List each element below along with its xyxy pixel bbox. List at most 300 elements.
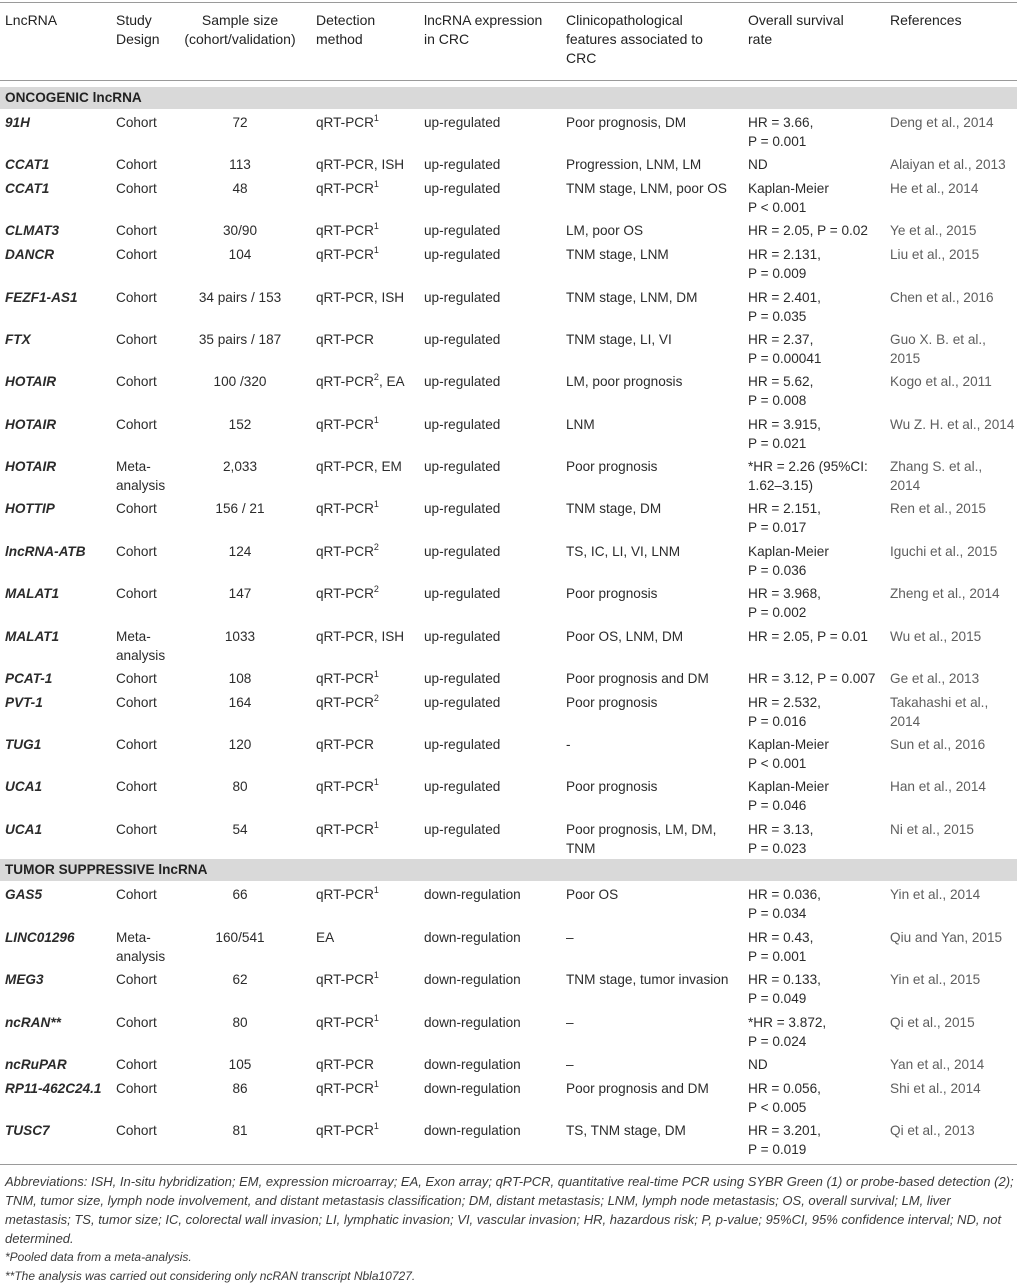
sample-size: 54 (232, 822, 248, 837)
lncrna-name: HOTAIR (5, 417, 57, 432)
method-superscript: 1 (373, 415, 379, 425)
header-sample-size: Sample size (cohort/validation) (184, 12, 296, 47)
os-line-1: HR = 0.056, (748, 1081, 821, 1096)
os-line-2: P < 0.001 (748, 756, 807, 771)
detection-method (316, 1121, 379, 1140)
os-line-2: P = 0.019 (748, 1142, 807, 1157)
clinicopathological-features: Poor prognosis, LM, DM, TNM (566, 822, 717, 856)
method-superscript: 1 (373, 777, 379, 787)
study-design: Cohort (116, 1015, 157, 1030)
method-text: qRT-PCR (316, 332, 374, 347)
study-design: Cohort (116, 671, 157, 686)
method-text: qRT-PCR (316, 737, 374, 752)
sample-size: 72 (232, 115, 248, 130)
study-design: Cohort (116, 223, 157, 238)
clinicopathological-features: – (566, 1015, 574, 1030)
reference: Zhang S. et al., 2014 (890, 459, 983, 493)
reference: Guo X. B. et al., 2015 (890, 332, 986, 366)
method-text: qRT-PCR (316, 671, 374, 686)
lncrna-expression: up-regulated (424, 332, 501, 347)
os-line-1: HR = 5.62, (748, 374, 814, 389)
lncrna-name: FEZF1-AS1 (5, 290, 78, 305)
lncrna-expression: down-regulation (424, 1057, 521, 1072)
sample-size: 160/541 (215, 930, 265, 945)
lncrna-name: CCAT1 (5, 157, 50, 172)
sample-size: 35 pairs / 187 (198, 332, 282, 347)
os-line-2: P = 0.017 (748, 520, 807, 535)
sample-size: 1033 (224, 629, 256, 644)
study-design: Cohort (116, 501, 157, 516)
lncrna-name: HOTAIR (5, 374, 57, 389)
os-line-1: *HR = 2.26 (95%CI: (748, 459, 868, 474)
footnote-pooled: *Pooled data from a meta-analysis. (5, 1250, 192, 1264)
detection-method (316, 457, 402, 476)
detection-method (316, 372, 405, 391)
reference: Yin et al., 2014 (890, 887, 981, 902)
table-bottom-rule (0, 1164, 1017, 1165)
study-design: Cohort (116, 972, 157, 987)
method-text: qRT-PCR (316, 115, 374, 130)
reference: Chen et al., 2016 (890, 290, 994, 305)
lncrna-name: MEG3 (5, 972, 44, 987)
study-design: Cohort (116, 332, 157, 347)
lncrna-name: PVT-1 (5, 695, 43, 710)
lncrna-name: PCAT-1 (5, 671, 53, 686)
detection-method (316, 288, 404, 307)
clinicopathological-features: Poor prognosis and DM (566, 671, 709, 686)
os-line-1: HR = 3.13, (748, 822, 814, 837)
overall-survival (748, 970, 888, 1008)
clinicopathological-features: LNM (566, 417, 595, 432)
overall-survival (748, 777, 888, 815)
lncrna-expression: up-regulated (424, 157, 501, 172)
sample-size: 124 (228, 544, 252, 559)
clinicopathological-features: LM, poor prognosis (566, 374, 683, 389)
study-design: Cohort (116, 1057, 157, 1072)
method-text: qRT-PCR (316, 374, 374, 389)
overall-survival (748, 1079, 888, 1117)
study-design: Cohort (116, 374, 157, 389)
study-design: Cohort (116, 157, 157, 172)
lncrna-expression: up-regulated (424, 501, 501, 516)
clinicopathological-features: TNM stage, LI, VI (566, 332, 672, 347)
clinicopathological-features: TNM stage, LNM, DM (566, 290, 698, 305)
clinicopathological-features: TNM stage, DM (566, 501, 662, 516)
lncrna-name: CCAT1 (5, 181, 50, 196)
os-line-2: P = 0.036 (748, 563, 807, 578)
method-text: qRT-PCR, ISH (316, 629, 405, 644)
study-design: Meta-analysis (116, 930, 166, 964)
detection-method (316, 1013, 379, 1032)
reference: Qiu and Yan, 2015 (890, 930, 1003, 945)
lncrna-expression: down-regulation (424, 1081, 521, 1096)
study-design: Meta-analysis (116, 629, 166, 663)
method-text: qRT-PCR (316, 1081, 374, 1096)
study-design: Cohort (116, 586, 157, 601)
overall-survival (748, 457, 888, 495)
os-line-2: P = 0.016 (748, 714, 807, 729)
detection-method (316, 221, 379, 240)
lncrna-expression: up-regulated (424, 544, 501, 559)
lncrna-expression: up-regulated (424, 779, 501, 794)
sample-size: 108 (228, 671, 252, 686)
sample-size: 113 (229, 157, 251, 172)
overall-survival (748, 1013, 888, 1051)
clinicopathological-features: LM, poor OS (566, 223, 644, 238)
lncrna-name: GAS5 (5, 887, 43, 902)
os-line-2: P = 0.023 (748, 841, 807, 856)
section-title: TUMOR SUPPRESSIVE lncRNA (5, 862, 208, 877)
os-line-1: Kaplan-Meier (748, 544, 829, 559)
method-superscript: 1 (373, 885, 379, 895)
lncrna-expression: up-regulated (424, 737, 501, 752)
study-design: Cohort (116, 887, 157, 902)
overall-survival (748, 415, 888, 453)
method-text: qRT-PCR (316, 695, 374, 710)
os-line-2: 1.62–3.15) (748, 478, 814, 493)
os-line-1: HR = 0.036, (748, 887, 821, 902)
method-superscript: 1 (373, 1079, 379, 1089)
detection-method (316, 499, 379, 518)
clinicopathological-features: – (566, 1057, 574, 1072)
method-text: qRT-PCR (316, 1123, 374, 1138)
sample-size: 152 (228, 417, 252, 432)
overall-survival (748, 372, 888, 410)
os-line-1: HR = 3.12, P = 0.007 (748, 671, 876, 686)
os-line-1: HR = 3.915, (748, 417, 821, 432)
method-text: EA (316, 930, 335, 945)
sample-size: 2,033 (222, 459, 258, 474)
sample-size: 156 / 21 (215, 501, 265, 516)
header-overall-survival: Overall survival rate (748, 12, 844, 47)
method-text: qRT-PCR (316, 181, 374, 196)
sample-size: 104 (228, 247, 252, 262)
lncrna-expression: up-regulated (424, 290, 501, 305)
os-line-1: HR = 2.37, (748, 332, 814, 347)
table-header (0, 0, 1017, 78)
os-line-1: HR = 3.66, (748, 115, 814, 130)
overall-survival (748, 179, 888, 217)
study-design: Cohort (116, 1081, 157, 1096)
os-line-1: Kaplan-Meier (748, 779, 829, 794)
sample-size: 34 pairs / 153 (198, 290, 282, 305)
lncrna-name: HOTTIP (5, 501, 55, 516)
lncrna-name: RP11-462C24.1 (5, 1081, 102, 1096)
sample-size: 120 (228, 737, 252, 752)
method-text: qRT-PCR (316, 417, 374, 432)
os-line-1: HR = 2.05, P = 0.01 (748, 629, 868, 644)
detection-method (316, 415, 379, 434)
lncrna-name: FTX (5, 332, 31, 347)
method-text: qRT-PCR (316, 887, 374, 902)
lncrna-expression: down-regulation (424, 1015, 521, 1030)
lncrna-name: TUG1 (5, 737, 42, 752)
method-superscript: 1 (373, 970, 379, 980)
os-line-1: HR = 2.401, (748, 290, 821, 305)
study-design: Cohort (116, 417, 157, 432)
method-superscript: 1 (373, 221, 379, 231)
detection-method (316, 584, 379, 603)
lncrna-name: HOTAIR (5, 459, 57, 474)
study-design: Cohort (116, 695, 157, 710)
reference: Ren et al., 2015 (890, 501, 986, 516)
clinicopathological-features: Progression, LNM, LM (566, 157, 702, 172)
detection-method (316, 1055, 374, 1074)
method-text: qRT-PCR (316, 501, 374, 516)
study-design: Cohort (116, 822, 157, 837)
os-line-2: P = 0.001 (748, 134, 807, 149)
os-line-2: P = 0.035 (748, 309, 807, 324)
os-line-1: HR = 2.05, P = 0.02 (748, 223, 868, 238)
lncrna-expression: up-regulated (424, 181, 501, 196)
method-text: qRT-PCR (316, 223, 374, 238)
detection-method (316, 1079, 379, 1098)
clinicopathological-features: Poor OS (566, 887, 619, 902)
sample-size: 62 (232, 972, 248, 987)
os-line-1: Kaplan-Meier (748, 181, 829, 196)
os-line-1: *HR = 3.872, (748, 1015, 827, 1030)
lncrna-name: lncRNA-ATB (5, 544, 86, 559)
method-superscript: 1 (373, 245, 379, 255)
detection-method (316, 542, 379, 561)
reference: Qi et al., 2015 (890, 1015, 975, 1030)
clinicopathological-features: Poor prognosis (566, 695, 658, 710)
overall-survival (748, 627, 888, 646)
reference: Kogo et al., 2011 (890, 374, 992, 389)
header-references: References (890, 12, 962, 28)
detection-method (316, 245, 379, 264)
header-clinicopathological: Clinicopathological features associated to CRC (566, 12, 703, 66)
reference: He et al., 2014 (890, 181, 979, 196)
method-text: qRT-PCR, ISH (316, 157, 405, 172)
os-line-1: Kaplan-Meier (748, 737, 829, 752)
method-superscript: 1 (373, 820, 379, 830)
method-text: qRT-PCR (316, 247, 374, 262)
sample-size: 100 /320 (213, 374, 267, 389)
method-superscript: 2 (373, 542, 379, 552)
method-superscript: 1 (373, 113, 379, 123)
overall-survival (748, 735, 888, 773)
os-line-1: HR = 2.151, (748, 501, 821, 516)
detection-method (316, 155, 404, 174)
reference: Yan et al., 2014 (890, 1057, 985, 1072)
detection-method (316, 820, 379, 839)
detection-method (316, 330, 374, 349)
lncrna-expression: up-regulated (424, 247, 501, 262)
lncrna-name: UCA1 (5, 822, 43, 837)
reference: Liu et al., 2015 (890, 247, 980, 262)
sample-size: 86 (232, 1081, 248, 1096)
os-line-1: HR = 3.201, (748, 1123, 821, 1138)
method-text: qRT-PCR, ISH (316, 290, 405, 305)
reference: Qi et al., 2013 (890, 1123, 975, 1138)
os-line-2: P = 0.00041 (748, 351, 822, 366)
overall-survival (748, 928, 888, 966)
reference: Ge et al., 2013 (890, 671, 980, 686)
clinicopathological-features: TNM stage, LNM (566, 247, 669, 262)
detection-method (316, 970, 379, 989)
clinicopathological-features: - (566, 737, 571, 752)
sample-size: 81 (232, 1123, 248, 1138)
overall-survival (748, 155, 888, 174)
reference: Sun et al., 2016 (890, 737, 986, 752)
lncrna-expression: up-regulated (424, 629, 501, 644)
os-line-2: P = 0.008 (748, 393, 807, 408)
lncrna-expression: down-regulation (424, 1123, 521, 1138)
method-text: qRT-PCR (316, 1015, 374, 1030)
lncrna-name: CLMAT3 (5, 223, 60, 238)
os-line-2: P = 0.009 (748, 266, 807, 281)
os-line-2: P = 0.021 (748, 436, 807, 451)
reference: Wu et al., 2015 (890, 629, 982, 644)
lncrna-expression: down-regulation (424, 930, 521, 945)
overall-survival (748, 245, 888, 283)
method-superscript: 2 (373, 584, 379, 594)
overall-survival (748, 1121, 888, 1159)
os-line-2: P = 0.034 (748, 906, 807, 921)
sample-size: 80 (232, 1015, 248, 1030)
detection-method (316, 179, 379, 198)
reference: Ni et al., 2015 (890, 822, 974, 837)
reference: Zheng et al., 2014 (890, 586, 1000, 601)
overall-survival (748, 885, 888, 923)
overall-survival (748, 693, 888, 731)
lncrna-expression: up-regulated (424, 695, 501, 710)
clinicopathological-features: TS, IC, LI, VI, LNM (566, 544, 681, 559)
overall-survival (748, 499, 888, 537)
overall-survival (748, 584, 888, 622)
study-design: Cohort (116, 247, 157, 262)
method-superscript: 1 (373, 499, 379, 509)
study-design: Cohort (116, 737, 157, 752)
overall-survival (748, 113, 888, 151)
os-line-1: HR = 3.968, (748, 586, 821, 601)
sample-size: 105 (228, 1057, 252, 1072)
study-design: Cohort (116, 779, 157, 794)
method-superscript: 1 (373, 1013, 379, 1023)
os-line-1: HR = 2.532, (748, 695, 821, 710)
lncrna-name: DANCR (5, 247, 55, 262)
study-design: Meta-analysis (116, 459, 166, 493)
header-lncrna: LncRNA (5, 12, 58, 28)
sample-size: 147 (228, 586, 252, 601)
clinicopathological-features: Poor prognosis (566, 586, 658, 601)
footnote-abbreviations: Abbreviations: ISH, In-situ hybridization; EM, expression microarray; EA, Exon array; qRT-PCR, quantitative real-time PCR using SYBR Green (1) or probe-based detection (2); TNM, tumor size, lymph node involvement, and distant metastasis classification; DM, distant metastasis; LNM, lymph node metastasis; OS, overall survival; LM, liver metastasis; TS, tumor size; IC, colorectal wall invasion; LI, lymphatic invasion; VI, vascular invasion; HR, hazardous risk; P, p-value; 95%CI, 95% confidence interval; ND, not determined. (5, 1174, 1014, 1246)
header-expression: lncRNA expression in CRC (424, 12, 543, 47)
lncrna-expression: up-regulated (424, 374, 501, 389)
os-line-1: HR = 2.131, (748, 247, 821, 262)
os-line-1: HR = 0.133, (748, 972, 821, 987)
os-line-1: HR = 0.43, (748, 930, 814, 945)
method-tail: , EA (378, 374, 405, 389)
table-footnotes (5, 1172, 1015, 1286)
method-superscript: 1 (373, 669, 379, 679)
clinicopathological-features: Poor OS, LNM, DM (566, 629, 684, 644)
lncrna-name: UCA1 (5, 779, 43, 794)
method-text: qRT-PCR (316, 1057, 374, 1072)
overall-survival (748, 330, 888, 368)
overall-survival (748, 288, 888, 326)
detection-method (316, 627, 404, 646)
study-design: Cohort (116, 290, 157, 305)
overall-survival (748, 542, 888, 580)
detection-method (316, 928, 334, 947)
lncrna-name: 91H (5, 115, 30, 130)
section-header (0, 859, 1017, 881)
os-line-2: P < 0.005 (748, 1100, 807, 1115)
reference: Alaiyan et al., 2013 (890, 157, 1006, 172)
method-text: qRT-PCR (316, 972, 374, 987)
os-line-2: P = 0.001 (748, 949, 807, 964)
table-top-rule (0, 2, 1017, 3)
clinicopathological-features: Poor prognosis (566, 459, 658, 474)
detection-method (316, 885, 379, 904)
method-text: qRT-PCR (316, 779, 374, 794)
header-bottom-rule (0, 80, 1017, 81)
os-line-1: ND (748, 157, 768, 172)
clinicopathological-features: Poor prognosis and DM (566, 1081, 709, 1096)
method-text: qRT-PCR (316, 822, 374, 837)
section-header (0, 87, 1017, 109)
reference: Takahashi et al., 2014 (890, 695, 989, 729)
clinicopathological-features: TS, TNM stage, DM (566, 1123, 686, 1138)
study-design: Cohort (116, 115, 157, 130)
detection-method (316, 777, 379, 796)
detection-method (316, 735, 374, 754)
lncrna-name: MALAT1 (5, 629, 60, 644)
reference: Deng et al., 2014 (890, 115, 994, 130)
clinicopathological-features: Poor prognosis (566, 779, 658, 794)
detection-method (316, 113, 379, 132)
reference: Shi et al., 2014 (890, 1081, 981, 1096)
overall-survival (748, 221, 888, 240)
clinicopathological-features: Poor prognosis, DM (566, 115, 687, 130)
os-line-1: ND (748, 1057, 768, 1072)
lncrna-name: MALAT1 (5, 586, 60, 601)
detection-method (316, 669, 379, 688)
reference: Han et al., 2014 (890, 779, 986, 794)
lncrna-expression: up-regulated (424, 586, 501, 601)
study-design: Cohort (116, 544, 157, 559)
os-line-2: P = 0.049 (748, 991, 807, 1006)
lncrna-expression: up-regulated (424, 459, 501, 474)
sample-size: 80 (232, 779, 248, 794)
lncrna-expression: down-regulation (424, 972, 521, 987)
method-superscript: 2 (373, 372, 379, 382)
os-line-2: P = 0.002 (748, 605, 807, 620)
method-text: qRT-PCR, EM (316, 459, 402, 474)
overall-survival (748, 820, 888, 858)
footnote-ncran: **The analysis was carried out considering only ncRAN transcript Nbla10727. (5, 1269, 416, 1283)
section-title: ONCOGENIC lncRNA (5, 90, 142, 105)
reference: Iguchi et al., 2015 (890, 544, 998, 559)
clinicopathological-features: – (566, 930, 574, 945)
sample-size: 48 (232, 181, 248, 196)
overall-survival (748, 1055, 888, 1074)
lncrna-name: TUSC7 (5, 1123, 50, 1138)
lncrna-name: ncRAN** (5, 1015, 61, 1030)
reference: Ye et al., 2015 (890, 223, 977, 238)
overall-survival (748, 669, 888, 688)
method-superscript: 1 (373, 1121, 379, 1131)
lncrna-expression: up-regulated (424, 822, 501, 837)
lncrna-name: ncRuPAR (5, 1057, 67, 1072)
reference: Yin et al., 2015 (890, 972, 981, 987)
lncrna-expression: up-regulated (424, 417, 501, 432)
os-line-2: P = 0.046 (748, 798, 807, 813)
header-study-design: Study Design (116, 12, 160, 47)
os-line-2: P < 0.001 (748, 200, 807, 215)
